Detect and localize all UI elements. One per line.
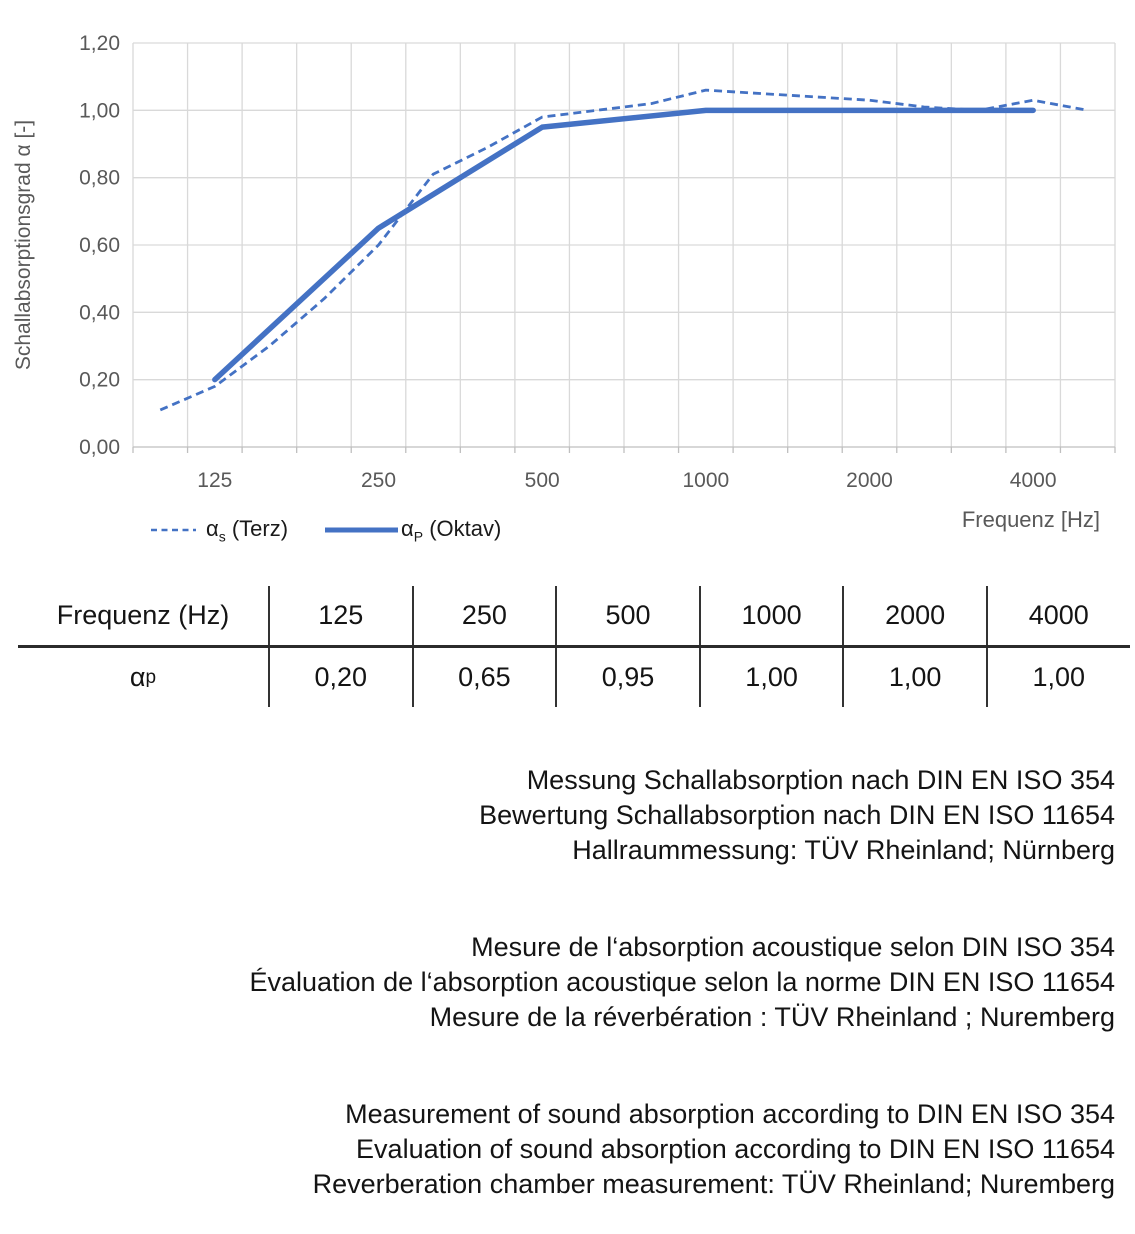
text-block-german xyxy=(0,763,1115,868)
table-value-cell: 1,00 xyxy=(699,648,843,707)
dashed-line-sample xyxy=(150,527,197,533)
x-tick-label: 2000 xyxy=(846,469,893,492)
text-line: Measurement of sound absorption according to DIN EN ISO 354 xyxy=(345,1099,1115,1129)
text-line: Mesure de l‘absorption acoustique selon DIN ISO 354 xyxy=(471,932,1115,962)
table-frequency-cell: 4000 xyxy=(986,586,1130,645)
text-block-english xyxy=(0,1097,1115,1202)
table-row-label-alpha-p: α p xyxy=(129,662,157,692)
x-axis-title: Frequenz [Hz] xyxy=(961,507,1100,532)
y-tick-label: 1,20 xyxy=(79,32,120,55)
table-value-cell: 1,00 xyxy=(842,648,986,707)
text-block-french xyxy=(0,930,1115,1035)
table-value-cell: 0,95 xyxy=(555,648,699,707)
table-frequency-cell: 250 xyxy=(412,586,556,645)
text-line: Messung Schallabsorption nach DIN EN ISO 354 xyxy=(526,765,1115,795)
legend-label-terz: $\alpha_s$ (Terz) xyxy=(206,516,289,545)
x-tick-label: 125 xyxy=(197,469,233,492)
legend-item-terz xyxy=(150,516,288,544)
text-line: Reverberation chamber measurement: TÜV Rheinland; Nuremberg xyxy=(312,1169,1115,1199)
y-tick-label: 0,80 xyxy=(79,166,120,190)
legend-label-oktav: $\alpha_P$ (Oktav) xyxy=(401,516,502,545)
y-tick-label: 1,00 xyxy=(79,99,120,123)
y-tick-label: 0,40 xyxy=(79,301,120,325)
x-tick-label: 1000 xyxy=(682,469,730,492)
x-tick-label: 500 xyxy=(524,469,560,492)
table-value-cell: 0,65 xyxy=(412,648,556,707)
table-header-row xyxy=(18,586,1130,648)
text-line: Hallraummessung: TÜV Rheinland; Nürnberg xyxy=(572,835,1115,865)
table-frequency-cell: 1000 xyxy=(699,586,843,645)
y-axis-title: Schallabsorptionsgrad α [-] xyxy=(12,119,35,371)
absorption-chart xyxy=(0,0,1135,560)
y-tick-label: 0,20 xyxy=(79,368,120,392)
solid-line-sample xyxy=(324,526,399,534)
text-line: Evaluation of sound absorption according to DIN EN ISO 11654 xyxy=(356,1134,1115,1164)
legend-item-oktav xyxy=(324,516,501,544)
table-value-row xyxy=(18,648,1130,707)
chart-plot xyxy=(0,0,1135,545)
table-frequency-cell: 2000 xyxy=(842,586,986,645)
text-line: Évaluation de l‘absorption acoustique selon la norme DIN EN ISO 11654 xyxy=(249,967,1115,997)
table-frequency-cell: 125 xyxy=(268,586,412,645)
table-value-cell: 1,00 xyxy=(986,648,1130,707)
table-header-frequency: Frequenz (Hz) xyxy=(56,600,230,630)
table-frequency-cell: 500 xyxy=(555,586,699,645)
text-line: Mesure de la réverbération : TÜV Rheinland ; Nuremberg xyxy=(429,1002,1115,1032)
table-value-cell: 0,20 xyxy=(268,648,412,707)
x-tick-label: 4000 xyxy=(1009,469,1057,492)
standards-text xyxy=(0,763,1135,1202)
x-tick-label: 250 xyxy=(360,469,397,492)
text-line: Bewertung Schallabsorption nach DIN EN ISO 11654 xyxy=(479,800,1115,830)
y-tick-label: 0,00 xyxy=(79,436,120,459)
absorption-table xyxy=(18,586,1130,707)
chart-legend xyxy=(150,516,501,544)
y-tick-label: 0,60 xyxy=(79,234,120,257)
